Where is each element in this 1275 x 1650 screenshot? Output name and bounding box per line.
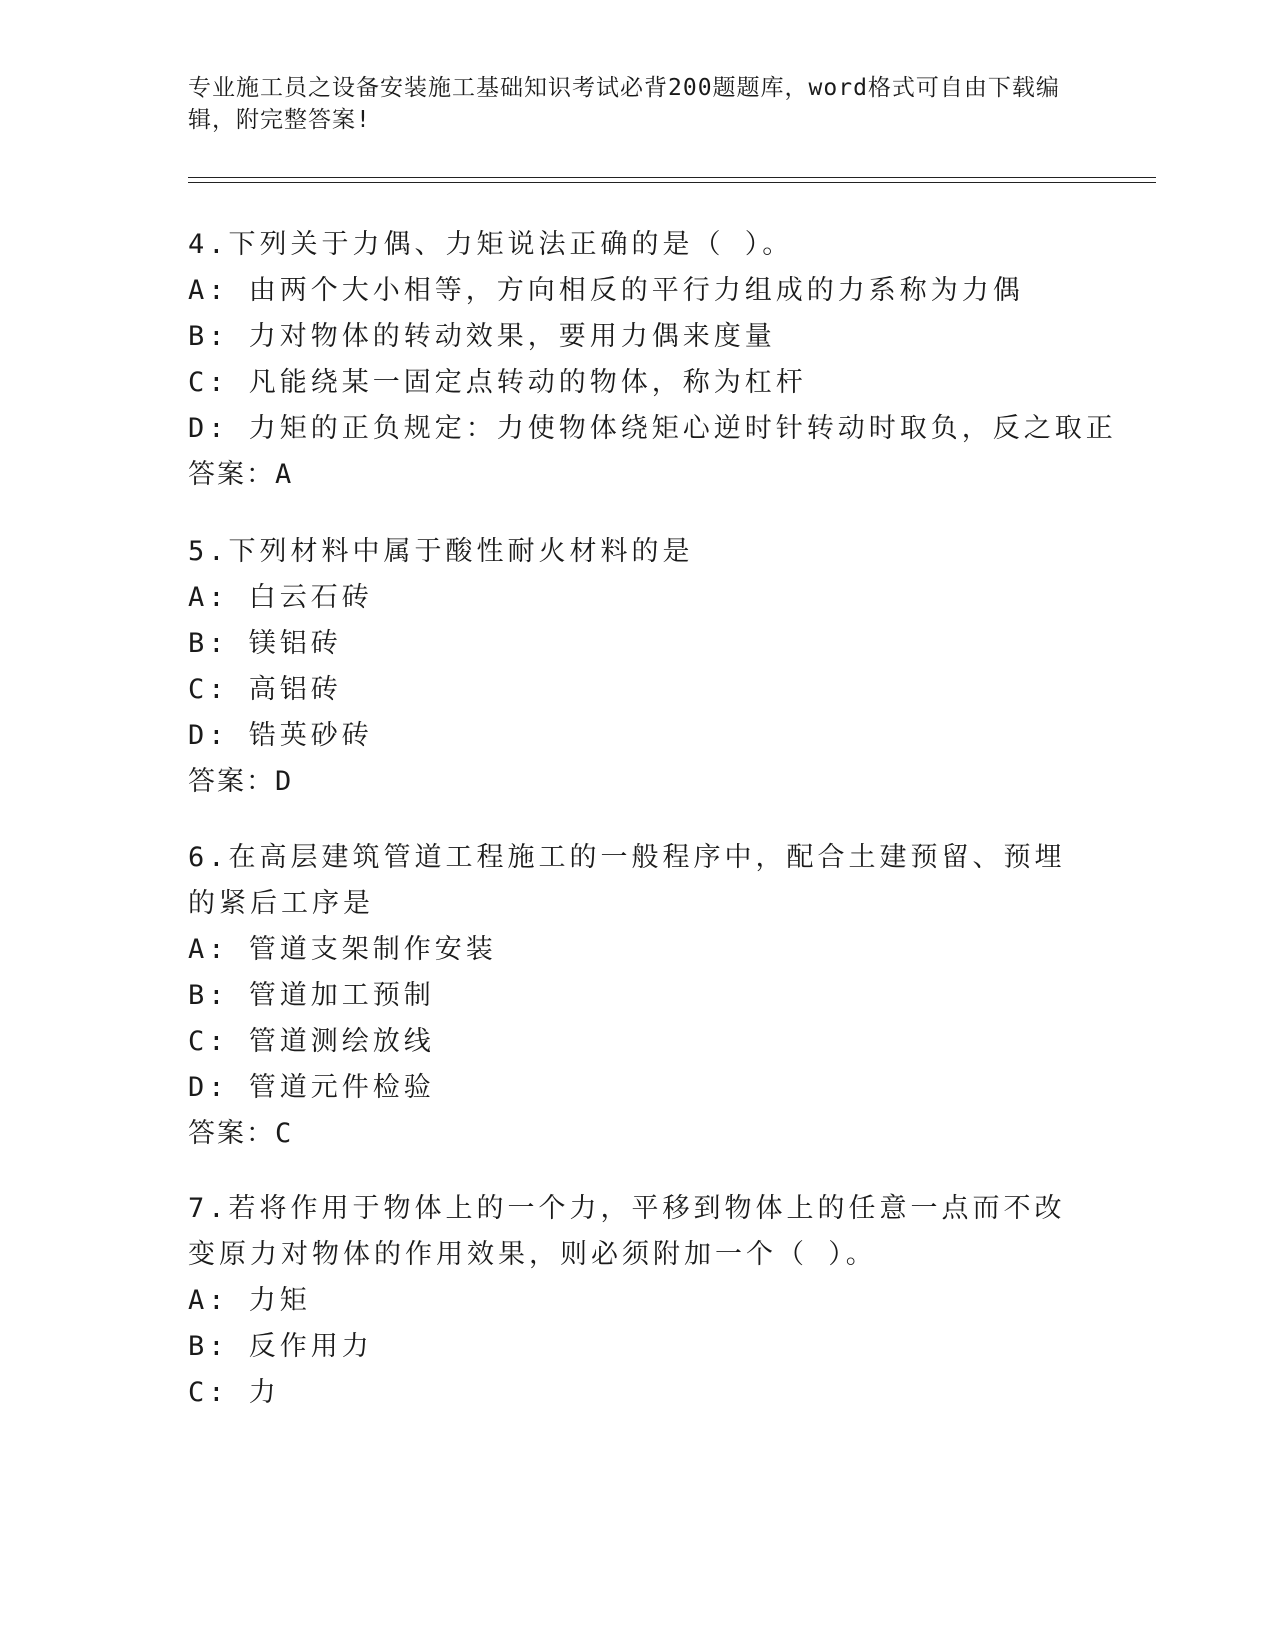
question-6 <box>188 835 1088 1157</box>
answer-line <box>188 452 1088 498</box>
option-b: B: 镁铝砖 <box>188 628 342 659</box>
option-d: D: 锆英砂砖 <box>188 720 373 751</box>
title-divider-top <box>188 177 1156 178</box>
option-a: A: 管道支架制作安装 <box>188 934 497 965</box>
question-4 <box>188 222 1117 498</box>
answer-line <box>188 759 1088 805</box>
option-c: C: 高铝砖 <box>188 674 342 705</box>
document-title: 专业施工员之设备安装施工基础知识考试必背200题题库，word格式可自由下载编辑，附完整答案! <box>188 75 1060 133</box>
title-divider-bottom <box>188 182 1156 183</box>
question-stem: 6.在高层建筑管道工程施工的一般程序中，配合土建预留、预埋的紧后工序是 <box>188 842 1066 919</box>
option-c: C: 力 <box>188 1377 280 1408</box>
option-b: B: 反作用力 <box>188 1331 373 1362</box>
question-stem: 7.若将作用于物体上的一个力，平移到物体上的任意一点而不改变原力对物体的作用效果，则必须附加一个（ ）。 <box>188 1193 1066 1270</box>
question-stem: 5.下列材料中属于酸性耐火材料的是 <box>188 536 694 567</box>
answer-value: A <box>275 459 294 490</box>
option-c: C: 凡能绕某一固定点转动的物体，称为杠杆 <box>188 367 807 398</box>
answer-label: 答案： <box>188 1118 275 1149</box>
answer-label: 答案： <box>188 766 275 797</box>
option-a: A: 白云石砖 <box>188 582 373 613</box>
question-5 <box>188 529 1088 805</box>
option-c: C: 管道测绘放线 <box>188 1026 435 1057</box>
question-7 <box>188 1186 1088 1416</box>
answer-value: D <box>275 766 294 797</box>
answer-value: C <box>275 1118 294 1149</box>
question-stem: 4.下列关于力偶、力矩说法正确的是（ ）。 <box>188 229 794 260</box>
answer-line <box>188 1111 1088 1157</box>
answer-label: 答案： <box>188 459 275 490</box>
option-b: B: 管道加工预制 <box>188 980 435 1011</box>
option-d: D: 管道元件检验 <box>188 1072 435 1103</box>
option-b: B: 力对物体的转动效果，要用力偶来度量 <box>188 321 776 352</box>
option-a: A: 由两个大小相等，方向相反的平行力组成的力系称为力偶 <box>188 275 1024 306</box>
option-a: A: 力矩 <box>188 1285 311 1316</box>
option-d: D: 力矩的正负规定：力使物体绕矩心逆时针转动时取负，反之取正 <box>188 413 1117 444</box>
